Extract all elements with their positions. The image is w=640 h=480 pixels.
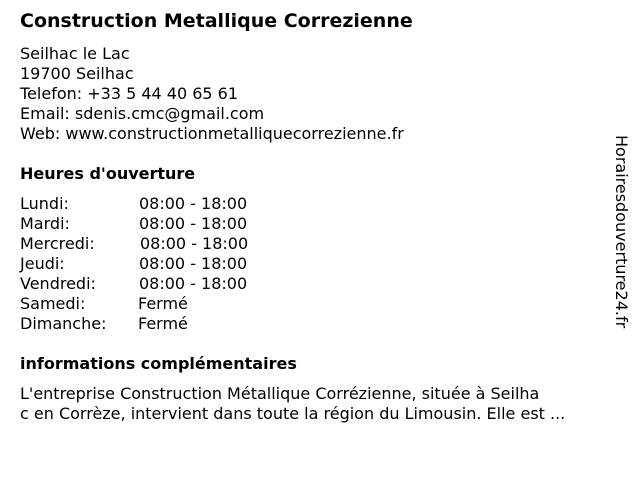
business-name: Construction Metallique Correzienne: [20, 10, 413, 32]
hours-saturday: Fermé: [138, 294, 188, 313]
hours-tuesday: 08:00 - 18:00: [139, 214, 248, 233]
info-text-line-2: c en Corrèze, intervient dans toute la région du Limousin. Elle est ...: [20, 404, 566, 423]
info-heading: informations complémentaires: [20, 354, 297, 373]
hours-thursday: 08:00 - 18:00: [139, 254, 248, 273]
hours-sunday: Fermé: [138, 314, 188, 333]
hours-friday: 08:00 - 18:00: [139, 274, 248, 293]
day-label-sunday: Dimanche:: [20, 314, 107, 333]
day-label-thursday: Jeudi:: [20, 254, 65, 273]
day-label-wednesday: Mercredi:: [20, 234, 95, 253]
site-watermark: Horairesdouverture24.fr: [612, 135, 631, 329]
info-text-line-1: L'entreprise Construction Métallique Corrézienne, située à Seilha: [20, 384, 540, 403]
day-label-friday: Vendredi:: [20, 274, 96, 293]
email-line[interactable]: Email: sdenis.cmc@gmail.com: [20, 104, 265, 123]
day-label-tuesday: Mardi:: [20, 214, 70, 233]
hours-monday: 08:00 - 18:00: [139, 194, 248, 213]
day-label-saturday: Samedi:: [20, 294, 86, 313]
website-line[interactable]: Web: www.constructionmetalliquecorrezienne.fr: [20, 124, 404, 143]
address-line: Seilhac le Lac: [20, 44, 130, 63]
day-label-monday: Lundi:: [20, 194, 69, 213]
city-line: 19700 Seilhac: [20, 64, 134, 83]
phone-line[interactable]: Telefon: +33 5 44 40 65 61: [20, 84, 239, 103]
hours-wednesday: 08:00 - 18:00: [140, 234, 249, 253]
opening-hours-heading: Heures d'ouverture: [20, 164, 196, 183]
